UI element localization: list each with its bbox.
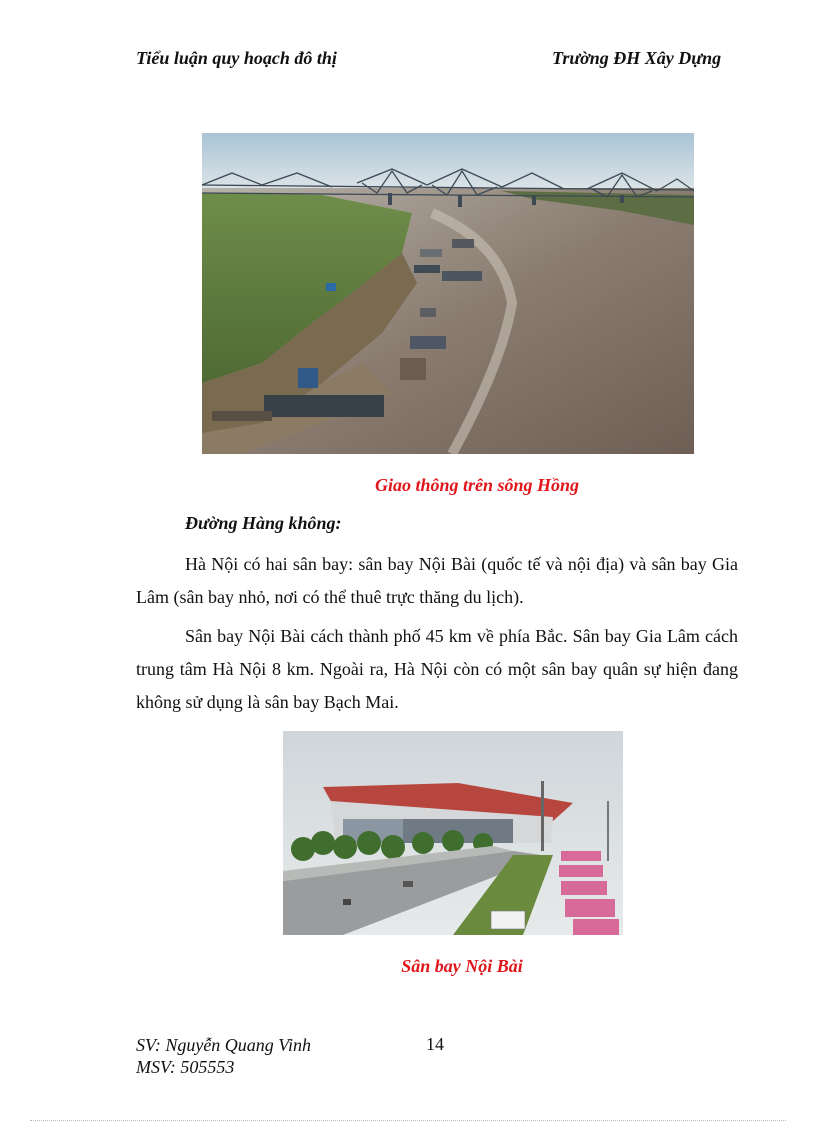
page-bottom-divider: [30, 1120, 786, 1121]
figure1-caption: Giao thông trên sông Hồng: [374, 475, 580, 495]
footer-student-info: [136, 1034, 311, 1078]
figure2-caption: Sân bay Nội Bài: [401, 956, 523, 976]
student-id: MSV: 505553: [136, 1057, 235, 1077]
header-left-title: Tiểu luận quy hoạch đô thị: [136, 48, 337, 68]
section-heading: Đường Hàng không:: [185, 513, 342, 533]
noi-bai-airport-photo: [283, 731, 623, 935]
red-river-photo: [202, 133, 694, 454]
page-number: 14: [426, 1034, 444, 1054]
paragraph-noi-bai-distance: Sân bay Nội Bài cách thành phố 45 km về phía Bắc. Sân bay Gia Lâm cách trung tâm Hà Nội 8 km. Ngoài ra, Hà Nội còn có một sân bay quân sự hiện đang không sử dụng là sân bay Bạch Mai.: [136, 626, 738, 712]
paragraph-airports: Hà Nội có hai sân bay: sân bay Nội Bài (quốc tế và nội địa) và sân bay Gia Lâm (sân bay nhỏ, nơi có thể thuê trực thăng du lịch).: [136, 554, 738, 607]
header-right-school: Trường ĐH Xây Dựng: [552, 48, 722, 68]
student-name: SV: Nguyễn Quang Vinh: [136, 1035, 311, 1055]
